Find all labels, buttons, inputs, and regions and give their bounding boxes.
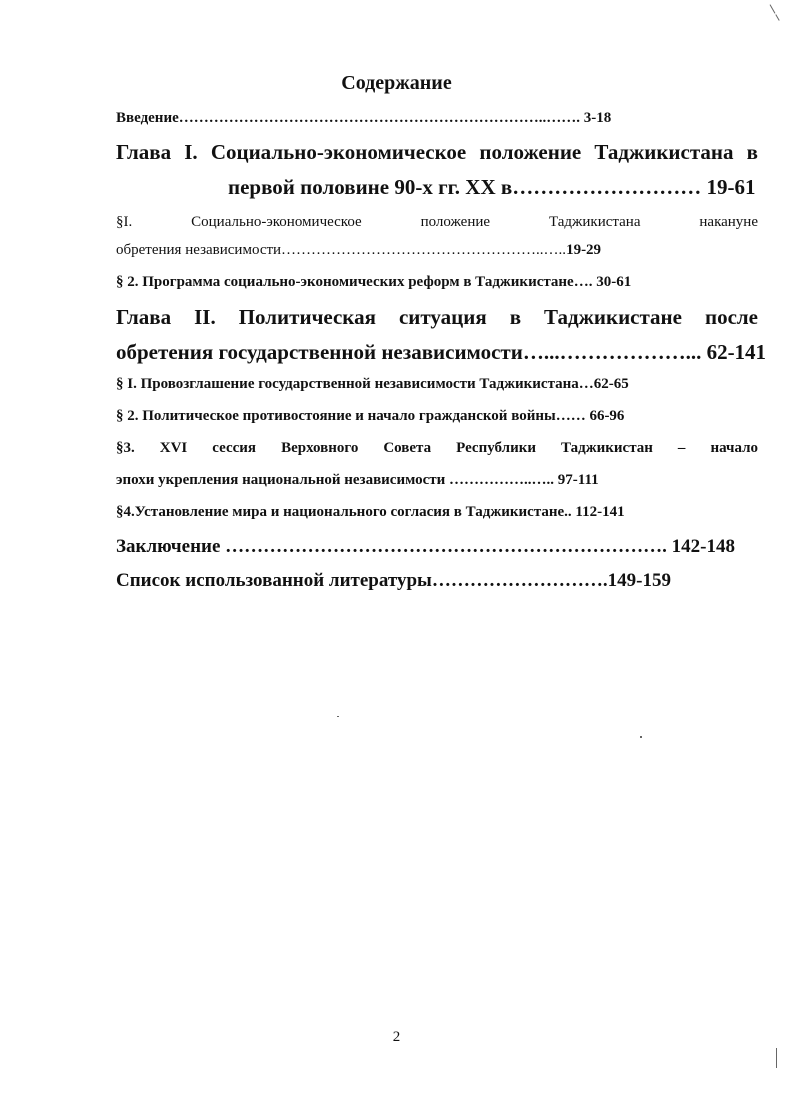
toc-section-2-3-line-2: эпохи укрепления национальной независимости ……………..….. 97-111	[116, 472, 599, 488]
scan-mark	[775, 14, 779, 21]
toc-chapter-1-line-1: Глава I. Социально-экономическое положение Таджикистана в	[116, 140, 758, 164]
toc-section-1-1-line-1: §I. Социально-экономическое положение Таджикистана накануне	[116, 214, 758, 230]
scan-dot	[640, 736, 642, 738]
scan-mark	[770, 4, 776, 13]
toc-entry-introduction: Введение………………………………………………………………..……. 3-18	[116, 110, 612, 126]
toc-section-2-1: § I. Провозглашение государственной независимости Таджикистана…62-65	[116, 376, 629, 392]
toc-section-2-4: §4.Установление мира и национального согласия в Таджикистане.. 112-141	[116, 504, 625, 520]
toc-chapter-1-line-2: первой половине 90-х гг. XX в……………………… 19-61	[228, 175, 756, 199]
toc-section-2-3-line-1: §3. XVI сессия Верховного Совета Республики Таджикистан – начало	[116, 440, 758, 456]
toc-section-1-1-line-2	[116, 242, 601, 259]
toc-entry-references: Список использованной литературы……………………….149-159	[116, 570, 671, 591]
toc-chapter-2-line-1: Глава II. Политическая ситуация в Таджикистане после	[116, 305, 758, 329]
toc-entry-conclusion: Заключение ……………………………………………………………. 142-148	[116, 536, 735, 557]
toc-title: Содержание	[341, 72, 452, 94]
toc-section-2-2: § 2. Политическое противостояние и начало гражданской войны…… 66-96	[116, 408, 625, 424]
page-number: 2	[392, 1029, 401, 1045]
scan-mark	[776, 1048, 777, 1068]
toc-section-1-2: § 2. Программа социально-экономических реформ в Таджикистане…. 30-61	[116, 274, 632, 290]
toc-section-1-1-text: обретения независимости……………………………………………..…..	[116, 242, 567, 258]
toc-section-1-1-pages: 19-29	[566, 242, 602, 258]
scan-dot	[337, 716, 339, 717]
toc-chapter-2-line-2: обретения государственной независимости…...………………... 62-141	[116, 340, 767, 364]
